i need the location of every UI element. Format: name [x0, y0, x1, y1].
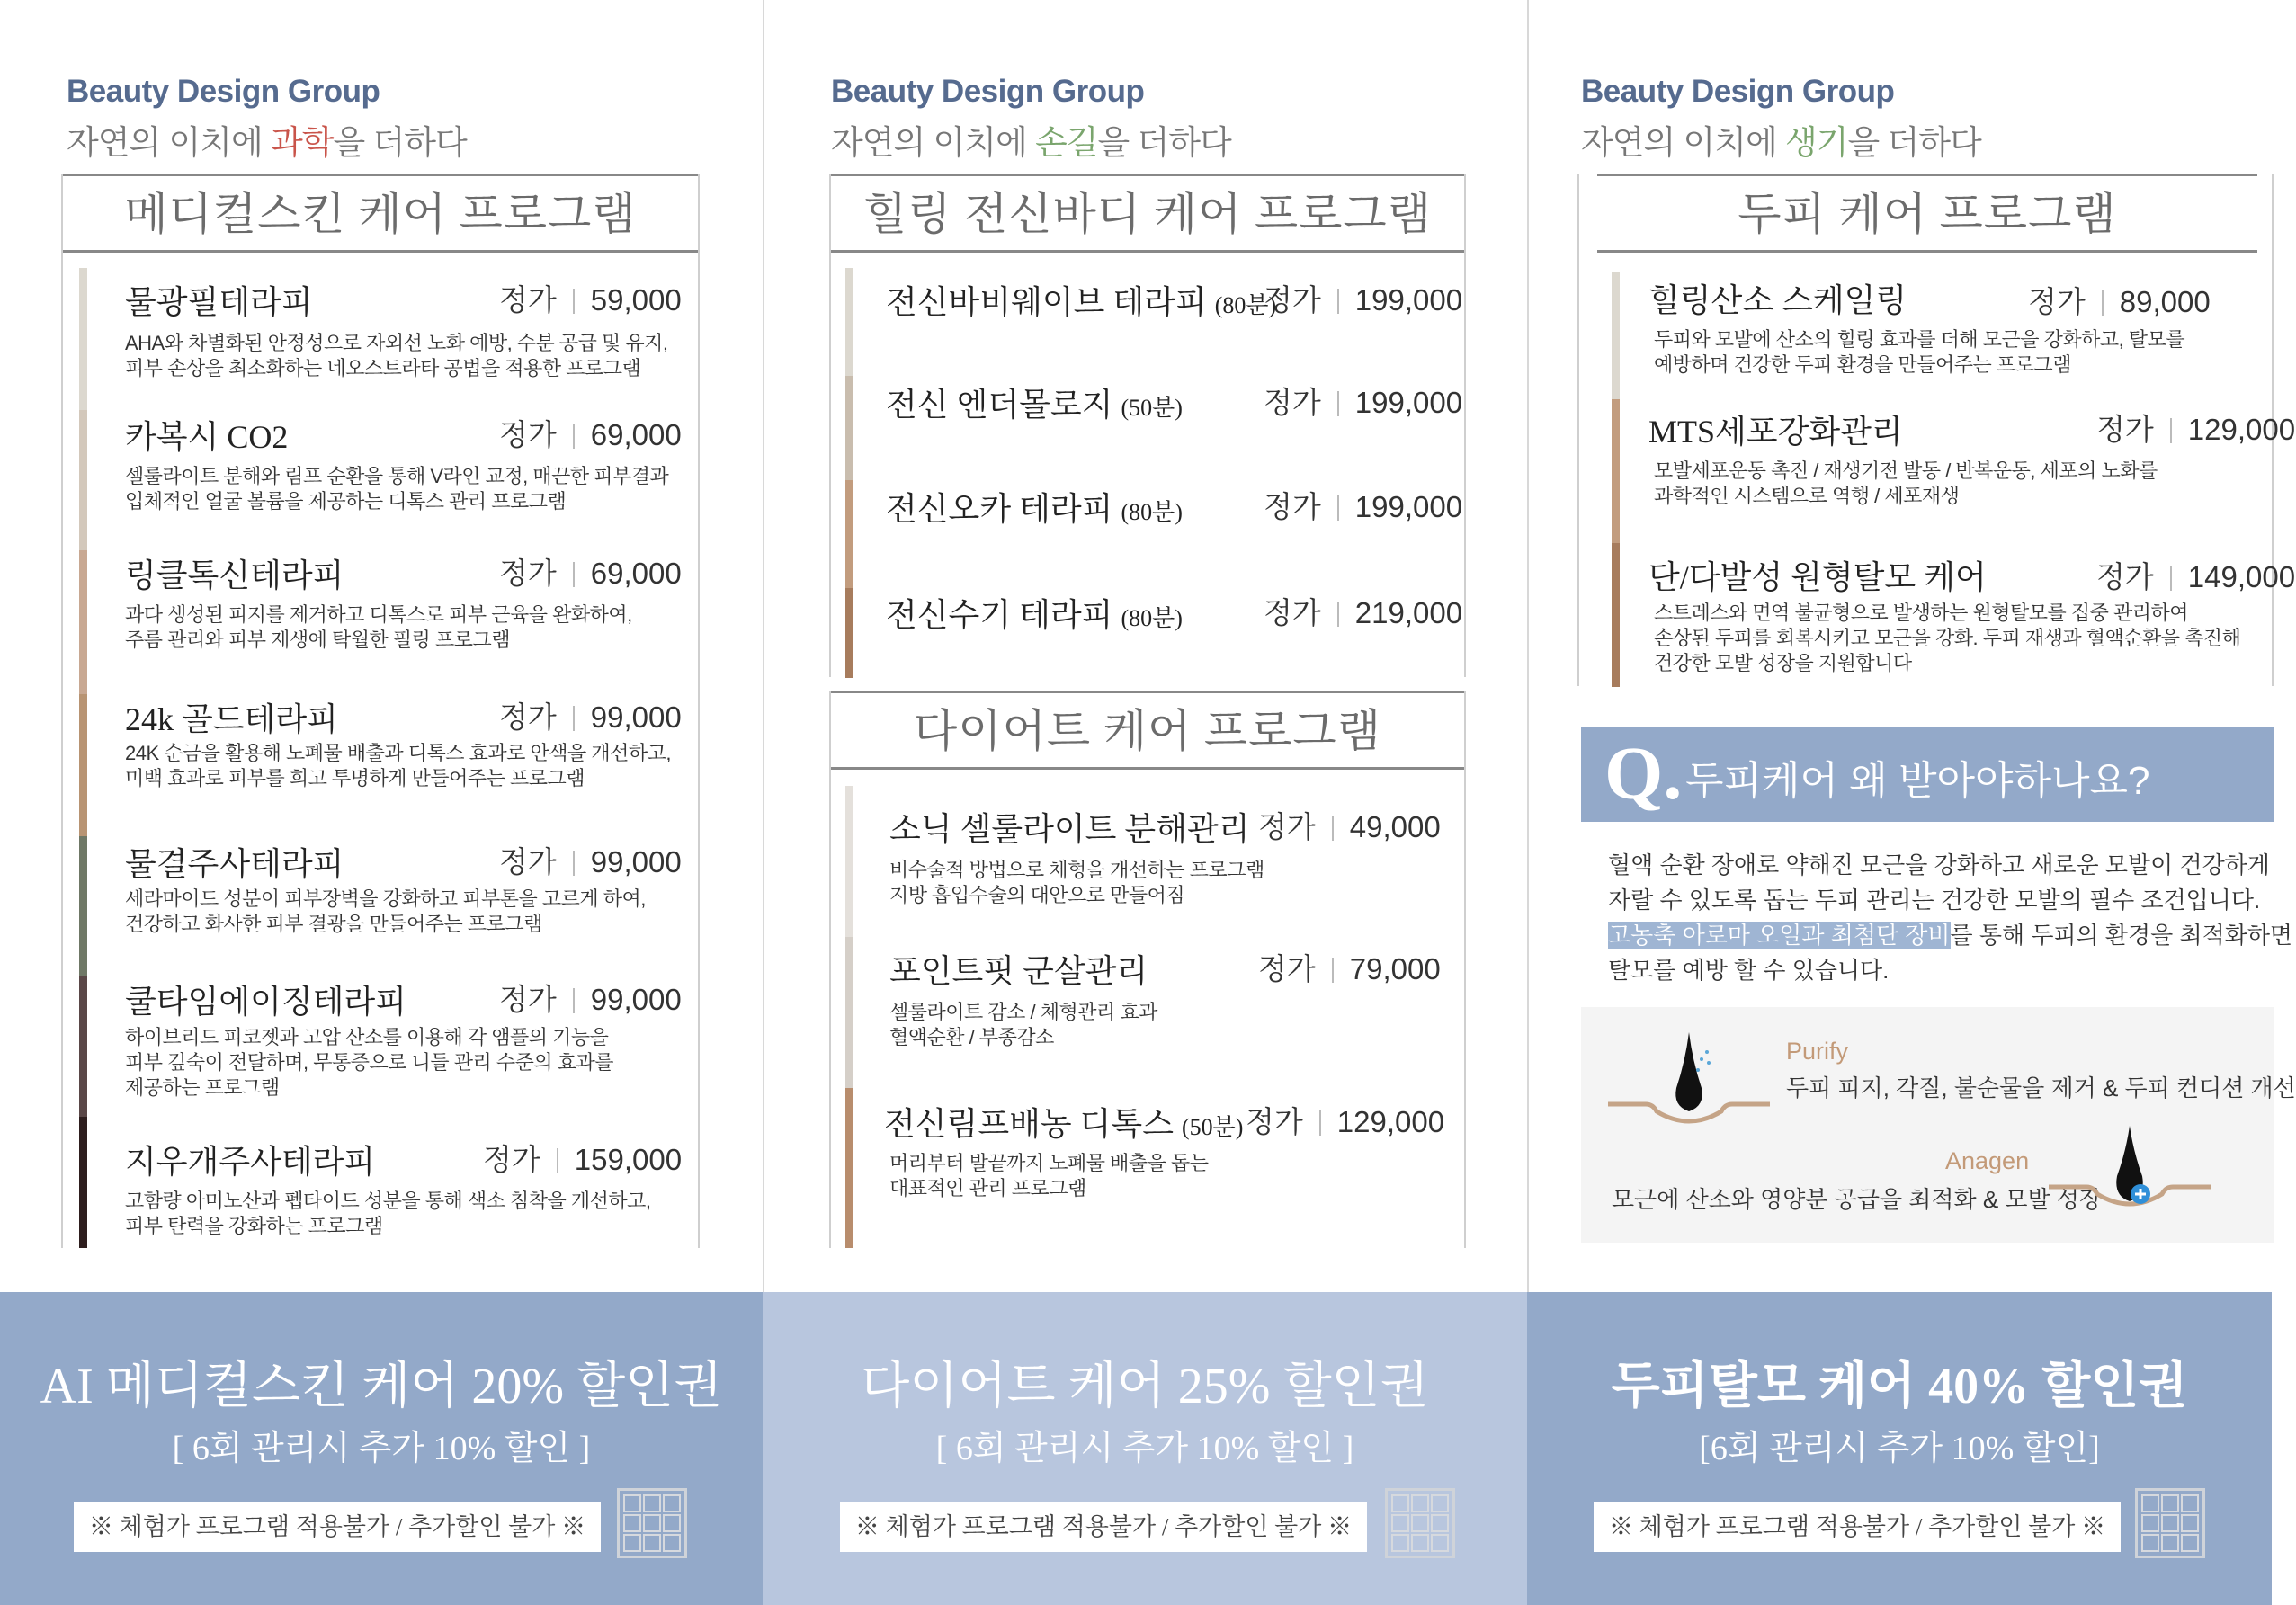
item-desc [125, 464, 668, 514]
desc-line: 피부 탄력을 강화하는 프로그램 [125, 1215, 383, 1237]
program-title: 메디컬스킨 케어 프로그램 [63, 174, 698, 253]
item-desc [1654, 327, 2184, 378]
price-value: 129,000 [2187, 413, 2296, 446]
desc-line: 미백 효과로 피부를 희고 투명하게 만들어주는 프로그램 [125, 767, 585, 789]
item-name: 물광필테라피 [125, 284, 313, 320]
desc-line: 지방 흡입수술의 대안으로 만들어짐 [889, 884, 1185, 906]
desc-line: 입체적인 얼굴 볼륨을 제공하는 디톡스 관리 프로그램 [125, 490, 567, 513]
item-price [483, 1137, 682, 1179]
desc-line: 스트레스와 면역 불균형으로 발생하는 원형탈모를 집중 관리하여 [1654, 602, 2188, 624]
price-label: 정가 [1264, 490, 1321, 523]
price-label: 정가 [483, 1143, 540, 1176]
price-label: 정가 [1246, 1105, 1303, 1138]
item-price [2096, 406, 2295, 449]
anagen-title: Anagen [1945, 1147, 2030, 1174]
list-item[interactable] [845, 268, 1463, 376]
list-item[interactable] [79, 836, 682, 976]
program-title: 두피 케어 프로그램 [1597, 174, 2257, 253]
item-title: 전신림프배농 디톡스 [884, 1106, 1174, 1142]
price-divider [1332, 816, 1334, 841]
price-value: 99,000 [590, 845, 682, 878]
item-name: MTS세포강화관리 [1648, 414, 1903, 450]
price-divider [573, 706, 575, 731]
price-divider [2170, 566, 2172, 591]
item-title: 전신바비웨이브 테라피 [886, 284, 1207, 320]
item-price [1264, 484, 1462, 526]
coupon-subtitle: [ 6회 관리시 추가 10% 할인 ] [935, 1430, 1354, 1467]
price-divider [1337, 495, 1339, 521]
desc-line: 셀룰라이트 감소 / 체형관리 효과 [889, 1001, 1157, 1023]
tagline [1581, 115, 1981, 164]
price-divider [2102, 290, 2104, 316]
desc-line: 피부 깊숙이 전달하며, 무통증으로 니들 관리 수준의 효과를 [125, 1051, 613, 1074]
item-name: 지우개주사테라피 [125, 1144, 376, 1180]
desc-line: 과학적인 시스템으로 역행 / 세포재생 [1654, 485, 1960, 507]
list-item[interactable] [845, 588, 1463, 678]
price-label: 정가 [2096, 560, 2154, 593]
seal-stamp-icon [617, 1488, 687, 1558]
price-value: 89,000 [2119, 285, 2211, 318]
price-value: 199,000 [1354, 490, 1463, 523]
item-name [889, 804, 1250, 850]
list-item[interactable] [79, 694, 682, 836]
price-divider [573, 988, 575, 1013]
purify-desc: 두피 피지, 각질, 불순물을 제거 & 두피 컨디션 개선 [1786, 1074, 2296, 1101]
coupon-notice: ※ 체험가 프로그램 적용불가 / 추가할인 불가 ※ [840, 1502, 1367, 1552]
list-item[interactable] [845, 937, 1441, 1088]
price-label: 정가 [499, 700, 557, 734]
coupon-title: 다이어트 케어 25% 할인권 [861, 1359, 1429, 1414]
item-desc [125, 331, 668, 381]
item-duration: (50분) [1121, 395, 1183, 421]
price-label: 정가 [1264, 596, 1321, 629]
price-label: 정가 [499, 983, 557, 1016]
desc-line: 세라마이드 성분이 피부장벽을 강화하고 피부톤을 고르게 하여, [125, 887, 646, 910]
price-divider [573, 424, 575, 449]
answer-line: 혈액 순환 장애로 약해진 모근을 강화하고 새로운 모발이 건강하게 [1608, 852, 2270, 878]
price-value: 69,000 [590, 557, 682, 590]
price-divider [1319, 1110, 1321, 1136]
coupon-subtitle: [6회 관리시 추가 10% 할인] [1699, 1430, 2100, 1467]
price-value: 49,000 [1349, 810, 1441, 843]
item-name: 힐링산소 스케일링 [1648, 282, 1907, 318]
price-divider [2170, 418, 2172, 443]
price-divider [573, 851, 575, 876]
item-name [886, 590, 1183, 636]
anagen-hair-icon [2049, 1124, 2211, 1232]
faq-answer [1608, 848, 2292, 988]
desc-line: 머리부터 발끝까지 노폐물 배출을 돕는 [889, 1152, 1209, 1174]
coupon-notice: ※ 체험가 프로그램 적용불가 / 추가할인 불가 ※ [74, 1502, 601, 1552]
item-price [1264, 379, 1462, 422]
coupon-diet [763, 1292, 1527, 1605]
tagline-highlight: 손길 [1035, 124, 1098, 161]
program-title: 힐링 전신바디 케어 프로그램 [831, 174, 1464, 253]
list-item[interactable] [845, 376, 1463, 480]
brand-name: Beauty Design Group [1581, 74, 1895, 109]
price-label: 정가 [499, 418, 557, 451]
price-divider [1337, 289, 1339, 314]
item-price [1246, 1099, 1444, 1141]
desc-line: 건강한 모발 성장을 지원합니다 [1654, 652, 1912, 674]
desc-line: 예방하며 건강한 두피 환경을 만들어주는 프로그램 [1654, 353, 2071, 376]
faq-question: 두피케어 왜 받아야하나요? [1685, 759, 2150, 803]
seal-stamp-icon [1385, 1488, 1455, 1558]
list-item[interactable] [79, 410, 682, 550]
item-name: 링클톡신테라피 [125, 557, 344, 593]
item-name [886, 379, 1183, 425]
item-price [1264, 590, 1462, 632]
item-name: 물결주사테라피 [125, 846, 344, 882]
list-item[interactable] [845, 480, 1463, 588]
tagline [67, 115, 467, 164]
item-desc [125, 741, 671, 791]
anagen-desc: 모근에 산소와 영양분 공급을 최적화 & 모발 성장 [1612, 1186, 2103, 1213]
desc-line: 건강하고 화사한 피부 결광을 만들어주는 프로그램 [125, 913, 542, 935]
tagline-pre: 자연의 이치에 [831, 124, 1036, 161]
item-desc [125, 1025, 613, 1101]
list-item[interactable] [79, 550, 682, 694]
item-name: 단/다발성 원형탈모 케어 [1648, 559, 1987, 595]
item-name [886, 484, 1183, 530]
price-value: 99,000 [590, 983, 682, 1016]
desc-line: 손상된 두피를 회복시키고 모근을 강화. 두피 재생과 혈액순환을 촉진해 [1654, 627, 2241, 649]
purify-hair-icon [1608, 1025, 1770, 1133]
item-name [889, 946, 1148, 992]
item-name: 24k 골드테라피 [125, 701, 338, 737]
faq-banner [1581, 727, 2274, 822]
answer-highlight: 고농축 아로마 오일과 최첨단 장비 [1608, 922, 1951, 949]
answer-line [1608, 918, 2292, 953]
tagline-post: 을 더하다 [1847, 124, 1981, 161]
desc-line: AHA와 차별화된 안정성으로 자외선 노화 예방, 수분 공급 및 유지, [125, 332, 668, 354]
item-title: 전신수기 테라피 [886, 597, 1113, 633]
price-value: 219,000 [1354, 596, 1463, 629]
tagline [831, 115, 1231, 164]
price-value: 199,000 [1354, 283, 1463, 317]
list-item[interactable] [79, 268, 682, 410]
item-price [1258, 804, 1441, 846]
price-value: 69,000 [590, 418, 682, 451]
list-item[interactable] [79, 1117, 683, 1248]
item-duration: (80분) [1214, 292, 1277, 318]
tagline-pre: 자연의 이치에 [67, 124, 272, 161]
item-desc [1654, 601, 2240, 676]
coupon-scalp [1527, 1292, 2272, 1605]
price-label: 정가 [499, 845, 557, 878]
coupon-notice: ※ 체험가 프로그램 적용불가 / 추가할인 불가 ※ [1594, 1502, 2121, 1552]
purify-title: Purify [1786, 1038, 1849, 1065]
item-price [2028, 279, 2211, 321]
item-title: 소닉 셀룰라이트 분해관리 [889, 811, 1250, 847]
desc-line: 제공하는 프로그램 [125, 1076, 280, 1099]
desc-line: 셀룰라이트 분해와 림프 순환을 통해 V라인 교정, 매끈한 피부결과 [125, 465, 669, 487]
desc-line: 혈액순환 / 부종감소 [889, 1026, 1054, 1048]
item-price [2096, 554, 2295, 596]
q-mark: Q. [1604, 732, 1683, 816]
answer-line: 자랄 수 있도록 돕는 두피 관리는 건강한 모발의 필수 조건입니다. [1608, 887, 2261, 914]
price-value: 59,000 [590, 283, 682, 317]
desc-line: 모발세포운동 촉진 / 재생기전 발동 / 반복운동, 세포의 노화를 [1654, 459, 2158, 482]
price-value: 199,000 [1354, 386, 1463, 419]
list-item[interactable] [845, 786, 1441, 937]
item-price [499, 412, 682, 454]
price-divider [557, 1148, 558, 1173]
seal-stamp-icon [2135, 1488, 2205, 1558]
desc-line: 과다 생성된 피지를 제거하고 디톡스로 피부 근육을 완화하여, [125, 603, 632, 626]
item-name: 쿨타임에이징테라피 [125, 984, 406, 1020]
item-price [499, 839, 682, 881]
coupon-subtitle: [ 6회 관리시 추가 10% 할인 ] [172, 1430, 591, 1467]
item-desc [125, 602, 632, 653]
item-desc [1654, 459, 2158, 509]
item-duration: (80분) [1121, 605, 1183, 631]
price-label: 정가 [1258, 810, 1316, 843]
price-label: 정가 [1258, 952, 1316, 985]
item-desc [889, 1000, 1157, 1050]
item-title: 전신 엔더몰로지 [886, 387, 1113, 423]
list-item[interactable] [845, 1088, 1445, 1248]
item-name [886, 277, 1276, 323]
desc-line: 하이브리드 피코젯과 고압 산소를 이용해 각 앰플의 기능을 [125, 1026, 609, 1048]
tagline-highlight: 생기 [1785, 124, 1848, 161]
price-divider [573, 562, 575, 587]
price-divider [573, 289, 575, 314]
item-price [1258, 946, 1441, 988]
desc-line: 24K 순금을 활용해 노폐물 배출과 디톡스 효과로 안색을 개선하고, [125, 742, 671, 764]
desc-line: 두피와 모발에 산소의 힐링 효과를 더해 모근을 강화하고, 탈모를 [1654, 328, 2185, 351]
item-price [499, 550, 682, 593]
price-label: 정가 [499, 283, 557, 317]
price-value: 79,000 [1349, 952, 1441, 985]
tagline-pre: 자연의 이치에 [1581, 124, 1786, 161]
item-desc [125, 887, 646, 937]
price-label: 정가 [2028, 285, 2086, 318]
price-divider [1337, 602, 1339, 627]
desc-line: 대표적인 관리 프로그램 [889, 1177, 1086, 1199]
brand-name: Beauty Design Group [67, 74, 380, 109]
item-name [884, 1099, 1243, 1145]
program-title: 다이어트 케어 프로그램 [831, 691, 1464, 770]
price-label: 정가 [2096, 413, 2154, 446]
tagline-post: 을 더하다 [1097, 124, 1231, 161]
coupon-medical [0, 1292, 763, 1605]
tagline-highlight: 과학 [271, 124, 334, 161]
price-value: 159,000 [574, 1143, 683, 1176]
price-value: 149,000 [2187, 560, 2296, 593]
item-duration: (50분) [1181, 1114, 1244, 1140]
item-desc [125, 1189, 650, 1239]
item-title: 포인트핏 군살관리 [889, 953, 1148, 989]
list-item[interactable] [79, 976, 682, 1117]
item-price [499, 277, 682, 319]
tagline-post: 을 더하다 [333, 124, 467, 161]
item-price [499, 694, 682, 736]
price-value: 99,000 [590, 700, 682, 734]
answer-rest: 를 통해 두피의 환경을 최적화하면 [1950, 922, 2293, 949]
answer-line: 탈모를 예방 할 수 있습니다. [1608, 957, 1890, 984]
list-item[interactable] [1612, 399, 2296, 543]
price-divider [1332, 958, 1334, 983]
price-label: 정가 [1264, 283, 1321, 317]
desc-line: 피부 손상을 최소화하는 네오스트라타 공법을 적용한 프로그램 [125, 357, 641, 379]
scalp-illustration [1581, 1007, 2296, 1243]
price-label: 정가 [1264, 386, 1321, 419]
item-title: 전신오카 테라피 [886, 491, 1113, 527]
item-price [1264, 277, 1462, 319]
list-item[interactable] [1612, 543, 2296, 687]
item-desc [889, 858, 1264, 908]
list-item[interactable] [1612, 272, 2211, 399]
coupon-title: 두피탈모 케어 40% 할인권 [1611, 1359, 2188, 1414]
item-duration: (80분) [1121, 499, 1183, 525]
brand-name: Beauty Design Group [831, 74, 1145, 109]
price-label: 정가 [499, 557, 557, 590]
price-value: 129,000 [1336, 1105, 1445, 1138]
coupon-title: AI 메디컬스킨 케어 20% 할인권 [40, 1359, 723, 1414]
desc-line: 비수술적 방법으로 체형을 개선하는 프로그램 [889, 859, 1264, 881]
item-name: 카복시 CO2 [125, 419, 289, 455]
item-price [499, 976, 682, 1019]
item-desc [889, 1151, 1208, 1201]
desc-line: 고함량 아미노산과 펩타이드 성분을 통해 색소 침착을 개선하고, [125, 1190, 651, 1212]
desc-line: 주름 관리와 피부 재생에 탁월한 필링 프로그램 [125, 629, 510, 651]
price-divider [1337, 391, 1339, 416]
